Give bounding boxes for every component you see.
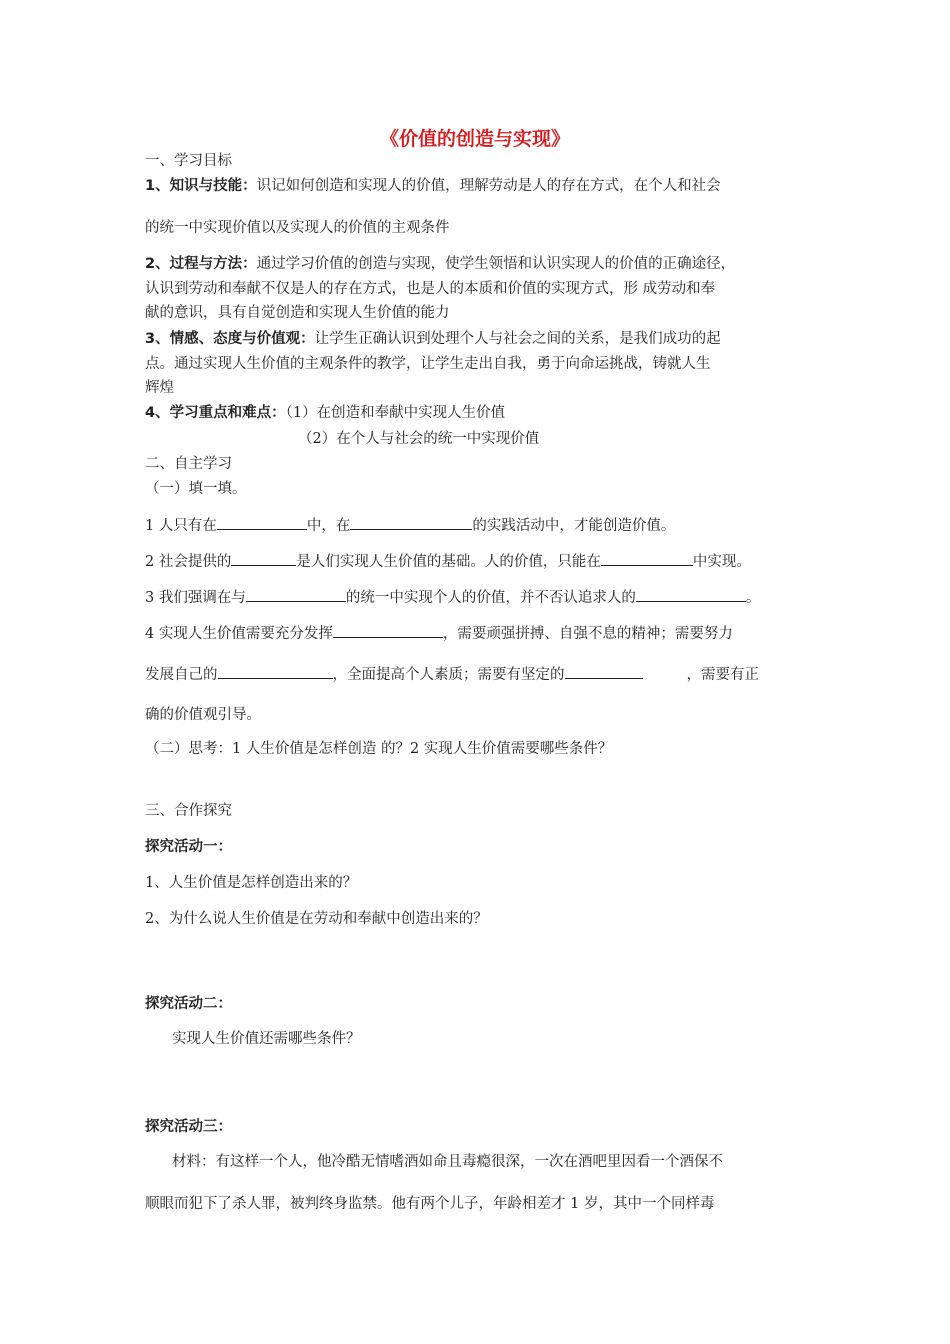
fill-blank[interactable]: [350, 514, 472, 530]
fill-q4-text-c: 发展自己的: [145, 667, 218, 683]
keypoint-2: （2）在个人与社会的统一中实现价值: [298, 431, 540, 447]
goal-emotion-label: 3、情感、态度与价值观：: [145, 331, 315, 347]
goal-emotion-text: 让学生正确认识到处理个人与社会之间的关系，是我们成功的起: [314, 331, 721, 347]
fill-q2-text-c: 中实现。: [692, 554, 751, 570]
fill-q4-text-d: ，全面提高个人素质；需要有坚定的: [332, 667, 565, 683]
document-title: 《价值的创造与实现》: [379, 128, 570, 150]
fill-q1-text-a: 1 人只有在: [145, 518, 217, 534]
fill-q1-text-c: 的实践活动中，才能创造价值。: [472, 518, 676, 534]
fill-question-4-cont: [145, 663, 759, 685]
goal-process-cont1: 认识到劳动和奉献不仅是人的存在方式，也是人的本质和价值的实现方式，形 成劳动和奉: [145, 281, 716, 297]
section-heading-cooperative: 三、合作探究: [145, 803, 232, 819]
fill-blank[interactable]: [246, 586, 346, 602]
fill-q1-text-b: 中，在: [306, 518, 351, 534]
fill-q4-text-a: 4 实现人生价值需要充分发挥: [145, 626, 333, 642]
goal-process-cont2: 献的意识，具有自觉创造和实现人生价值的能力: [145, 305, 450, 321]
fill-blank[interactable]: [601, 550, 693, 566]
fill-question-2: [145, 550, 751, 572]
goal-knowledge-text: 识记如何创造和实现人的价值，理解劳动是人的存在方式，在个人和社会: [256, 178, 721, 194]
subheading-fill-in: （一）填一填。: [145, 481, 247, 497]
fill-q2-text-a: 2 社会提供的: [145, 554, 232, 570]
fill-q3-text-b: 的统一中实现个人的价值，并不否认追求人的: [345, 590, 636, 606]
activity-3-material-line2: 顺眼而犯下了杀人罪，被判终身监禁。他有两个儿子，年龄相差才 1 岁，其中一个同样毒: [145, 1196, 715, 1212]
goal-emotion-cont1: 点。通过实现人生价值的主观条件的教学，让学生走出自我，勇于向命运挑战，铸就人生: [145, 356, 711, 372]
goal-knowledge: [145, 176, 721, 196]
goal-knowledge-label: 1、知识与技能：: [145, 178, 257, 194]
fill-question-4: [145, 622, 733, 644]
goal-process-label: 2、过程与方法：: [145, 256, 257, 272]
activity-2-heading: 探究活动二：: [145, 996, 232, 1012]
section-heading-goals: 一、学习目标: [145, 153, 232, 169]
fill-blank[interactable]: [636, 586, 746, 602]
keypoint-1: （1）在创造和奉献中实现人生价值: [285, 405, 506, 421]
fill-q3-text-c: 。: [745, 590, 761, 606]
activity-3-heading: 探究活动三：: [145, 1119, 232, 1135]
goal-keypoints: [145, 403, 505, 423]
activity-3-material-line1: 材料：有这样一个人，他冷酷无情嗜酒如命且毒瘾很深，一次在酒吧里因看一个酒保不: [172, 1154, 723, 1170]
activity-1-question-1: 1、人生价值是怎样创造出来的？: [145, 875, 358, 891]
activity-1-question-2: 2、为什么说人生价值是在劳动和奉献中创造出来的？: [145, 911, 488, 927]
activity-1-heading: 探究活动一：: [145, 839, 232, 855]
fill-blank[interactable]: [218, 663, 333, 679]
goal-emotion: [145, 329, 721, 349]
activity-2-question: 实现人生价值还需哪些条件？: [172, 1031, 361, 1047]
fill-question-3: [145, 586, 760, 608]
fill-q4-text-b: ，需要顽强拼搏、自强不息的精神；需要努力: [442, 626, 733, 642]
goal-keypoints-label: 4、学习重点和难点：: [145, 405, 286, 421]
section-heading-selfstudy: 二、自主学习: [145, 456, 232, 472]
think-questions: （二）思考：1 人生价值是怎样创造 的？2 实现人生价值需要哪些条件？: [145, 741, 613, 757]
fill-q2-text-b: 是人们实现人生价值的基础。人的价值，只能在: [296, 554, 601, 570]
fill-blank[interactable]: [217, 514, 307, 530]
fill-question-4-end: 确的价值观引导。: [145, 707, 261, 723]
fill-q3-text-a: 3 我们强调在与: [145, 590, 246, 606]
goal-process: [145, 254, 735, 274]
goal-process-text: 通过学习价值的创造与实现，使学生领悟和认识实现人的价值的正确途径，: [256, 256, 736, 272]
goal-knowledge-cont: 的统一中实现价值以及实现人的价值的主观条件: [145, 220, 450, 236]
goal-emotion-cont2: 辉煌: [145, 380, 174, 396]
fill-q4-text-e: ，需要有正: [686, 667, 759, 683]
fill-blank[interactable]: [333, 622, 443, 638]
fill-blank[interactable]: [565, 663, 643, 679]
fill-blank[interactable]: [231, 550, 296, 566]
fill-question-1: [145, 514, 675, 536]
